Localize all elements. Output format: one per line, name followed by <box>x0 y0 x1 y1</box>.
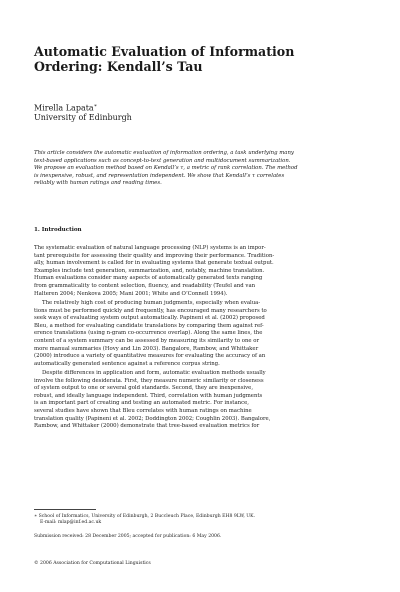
paragraph-2 <box>34 300 366 368</box>
abstract-line: is inexpensive, robust, and representation independent. We show that Kendall’s τ correlates <box>34 172 285 179</box>
author-name-text: Mirella Lapata <box>34 103 94 113</box>
copyright-notice: © 2006 Association for Computational Linguistics <box>34 561 151 566</box>
paper-title <box>34 44 334 74</box>
author-affiliation: University of Edinburgh <box>34 113 132 122</box>
paragraph-line: Despite differences in application and form, automatic evaluation methods usually <box>42 370 266 376</box>
paragraph-line: Halteren 2004; Nenkova 2005; Mani 2001; White and O’Connell 1994). <box>34 290 228 297</box>
paragraph-line: ally, human involvement is called for in evaluating systems that generate textual output. <box>34 260 274 267</box>
paragraph-line: from grammaticality to content selection, fluency, and readability (Teufel and van <box>34 282 256 289</box>
title-line: Ordering: Kendall’s Tau <box>34 59 203 74</box>
abstract-line: This article considers the automatic evaluation of information ordering, a task underlying many <box>34 150 294 156</box>
abstract-line: We propose an evaluation method based on Kendall’s τ, a metric of rank correlation. The method <box>34 165 298 172</box>
paragraph-line: is an important part of creating and testing an automated metric. For instance, <box>34 400 249 407</box>
paragraph-line: tant prerequisite for assessing their quality and improving their performance. Tradition- <box>34 252 275 259</box>
paragraph-line: The systematic evaluation of natural language processing (NLP) systems is an impor- <box>34 245 266 251</box>
paragraph-line: several studies have shown that Bleu correlates with human ratings on machine <box>34 407 252 414</box>
paragraph-line: Human evaluations consider many aspects of automatically generated texts ranging <box>34 275 263 282</box>
abstract <box>34 150 366 188</box>
author-footnote <box>34 514 366 527</box>
paragraph-line: tions must be performed quickly and frequently, has encouraged many researchers to <box>34 307 267 314</box>
paragraph-line: of system output to one or several gold standards. Second, they are inexpensive, <box>34 385 254 392</box>
paragraph-1 <box>34 245 366 298</box>
paragraph-line: translation quality (Papineni et al. 2002; Doddington 2002; Coughlin 2003). Bangalore, <box>34 415 271 422</box>
paragraph-3 <box>34 370 366 431</box>
paragraph-line: more manual summaries (Hovy and Lin 2003). Bangalore, Rambow, and Whittaker <box>34 345 259 352</box>
paragraph-line: erence translations (using n-gram co-occurrence overlap). Along the same lines, the <box>34 330 263 337</box>
paragraph-line: The relatively high cost of producing human judgments, especially when evalua- <box>42 300 261 306</box>
paragraph-line: seek ways of evaluating system output automatically. Papineni et al. (2002) proposed <box>34 315 265 322</box>
footnote-divider <box>34 509 96 510</box>
paragraph-line: Rambow, and Whittaker (2000) demonstrate that tree-based evaluation metrics for <box>34 423 260 430</box>
section-heading: 1. Introduction <box>34 227 82 233</box>
author-footnote-mark: ∗ <box>93 103 98 109</box>
paragraph-line: content of a system summary can be assessed by measuring its similarity to one or <box>34 337 260 344</box>
paragraph-line: (2000) introduce a variety of quantitative measures for evaluating the accuracy of an <box>34 353 266 360</box>
paragraph-line: Bleu, a method for evaluating candidate translations by comparing them against ref- <box>34 322 264 329</box>
paragraph-line: automatically generated sentence against a reference corpus string. <box>34 360 220 367</box>
footnote-line: ∗ School of Informatics, University of Edinburgh, 2 Buccleuch Place, Edinburgh EH8 9LW, UK. <box>34 514 256 519</box>
abstract-line: reliably with human ratings and reading times. <box>34 180 162 187</box>
paragraph-line: involve the following desiderata. First, they measure numeric similarity or closeness <box>34 377 264 384</box>
submission-dates: Submission received: 28 December 2005; accepted for publication: 6 May 2006. <box>34 534 222 539</box>
abstract-line: text-based applications such as concept-to-text generation and multidocument summarization. <box>34 157 291 164</box>
title-line: Automatic Evaluation of Information <box>34 44 295 59</box>
paragraph-line: robust, and ideally language independent. Third, correlation with human judgments <box>34 392 263 399</box>
paragraph-line: Examples include text generation, summarization, and, notably, machine translation. <box>34 267 265 274</box>
footnote-line: E-mail: mlap@inf.ed.ac.uk <box>40 520 102 526</box>
